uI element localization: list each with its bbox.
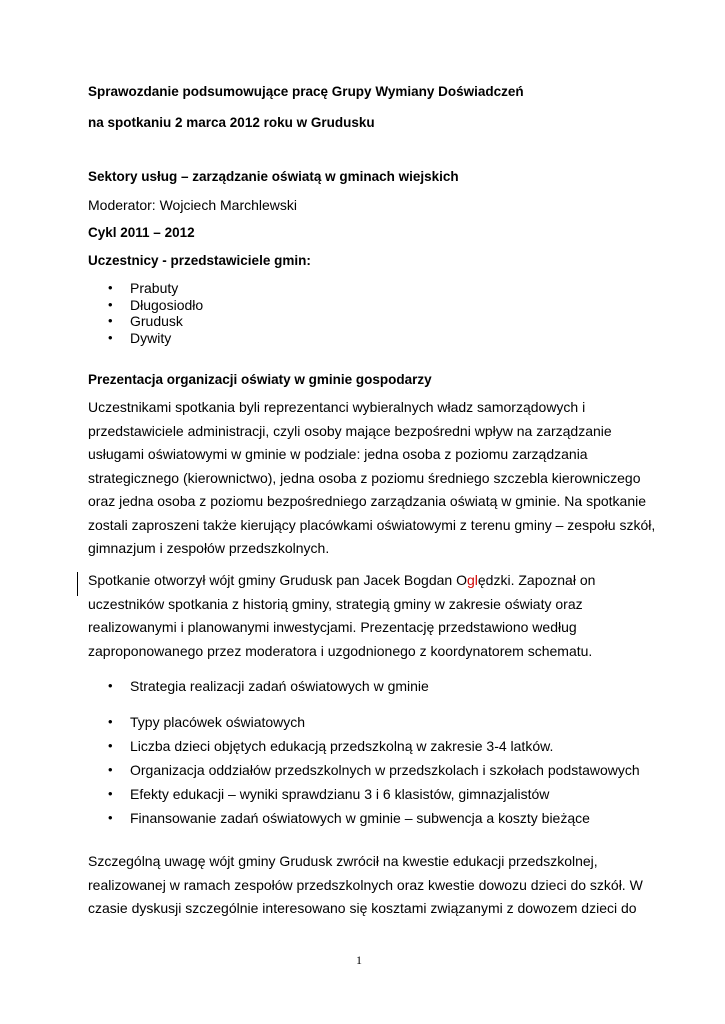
paragraph-line: zaproponowanego przez moderatora i uzgodnionego z koordynatorem schematu.	[88, 642, 593, 659]
agenda-list-first	[130, 676, 429, 696]
paragraph-line: realizowanymi i planowanymi inwestycjami. Prezentację przedstawiono według	[88, 619, 577, 635]
participant-item: • Długosiodło	[130, 297, 203, 314]
paragraph-line: przedstawiciele administracji, czyli osoby mające bezpośredni wpływ na zarządzanie	[88, 422, 612, 439]
paragraph-line: realizowanej w ramach zespołów przedszkolnych oraz kwestie dowozu dzieci do szkół. W	[88, 876, 643, 893]
paragraph-opening	[88, 569, 648, 663]
report-title-line-1: Sprawozdanie podsumowujące pracę Grupy Wymiany Doświadczeń	[88, 84, 524, 99]
agenda-item: • Strategia realizacji zadań oświatowych w gminie	[130, 676, 429, 696]
paragraph-line: uczestników spotkania z historią gminy, strategią gminy w zakresie oświaty oraz	[88, 595, 583, 612]
report-title-line-2: na spotkaniu 2 marca 2012 roku w Grudusku	[88, 115, 375, 130]
revision-change-bar	[77, 572, 78, 596]
moderator-line: Moderator: Wojciech Marchlewski	[88, 197, 298, 213]
sector-heading: Sektory usług – zarządzanie oświatą w gminach wiejskich	[88, 169, 459, 184]
paragraph-participants	[88, 396, 656, 561]
agenda-item: • Efekty edukacji – wyniki sprawdzianu 3 i 6 klasistów, gimnazjalistów	[130, 784, 640, 808]
cycle-line: Cykl 2011 – 2012	[88, 225, 195, 240]
paragraph-focus	[88, 850, 648, 921]
participants-heading: Uczestnicy - przedstawiciele gmin:	[88, 253, 311, 268]
participant-item: • Dywity	[130, 330, 203, 347]
text-run: Spotkanie otworzył wójt gminy Grudusk pan Jacek Bogdan O	[88, 572, 467, 588]
participants-list	[130, 280, 203, 346]
section-heading: Prezentacja organizacji oświaty w gminie gospodarzy	[88, 372, 432, 387]
text-run: ędzki. Zapoznał on	[477, 572, 596, 588]
paragraph-line: czasie dyskusji szczególnie interesowano się kosztami związanymi z dowozem dzieci do	[88, 900, 637, 916]
paragraph-line: usługami oświatowymi w gminie w podziale: jedna osoba z poziomu zarządzania	[88, 446, 588, 462]
agenda-item: • Finansowanie zadań oświatowych w gminie – subwencja a koszty bieżące	[130, 808, 640, 832]
agenda-item: • Typy placówek oświatowych	[130, 712, 640, 736]
tracked-revision: gl	[466, 572, 478, 588]
paragraph-line: gimnazjum i zespołów przedszkolnych.	[88, 540, 330, 556]
agenda-item: • Liczba dzieci objętych edukacją przedszkolną w zakresie 3-4 latków.	[130, 736, 640, 760]
agenda-list	[130, 712, 640, 832]
paragraph-line: oraz jedna osoba z poziomu bezpośredniego zarządzania oświatą w gminie. Na spotkanie	[88, 493, 646, 509]
paragraph-line: Szczególną uwagę wójt gminy Grudusk zwrócił na kwestie edukacji przedszkolnej,	[88, 853, 598, 869]
paragraph-line: strategicznego (kierownictwo), jedna osoba z poziomu średniego szczebla kierowniczego	[88, 469, 641, 486]
page-number: 1	[356, 953, 362, 967]
paragraph-line: zostali zaproszeni także kierujący placówkami oświatowymi z terenu gminy – zespołu szkół,	[88, 516, 656, 533]
agenda-item: • Organizacja oddziałów przedszkolnych w przedszkolach i szkołach podstawowych	[130, 760, 640, 784]
paragraph-line	[88, 569, 648, 593]
participant-item: • Prabuty	[130, 280, 203, 297]
participant-item: • Grudusk	[130, 313, 203, 330]
paragraph-line: Uczestnikami spotkania byli reprezentanci wybieralnych władz samorządowych i	[88, 399, 586, 415]
